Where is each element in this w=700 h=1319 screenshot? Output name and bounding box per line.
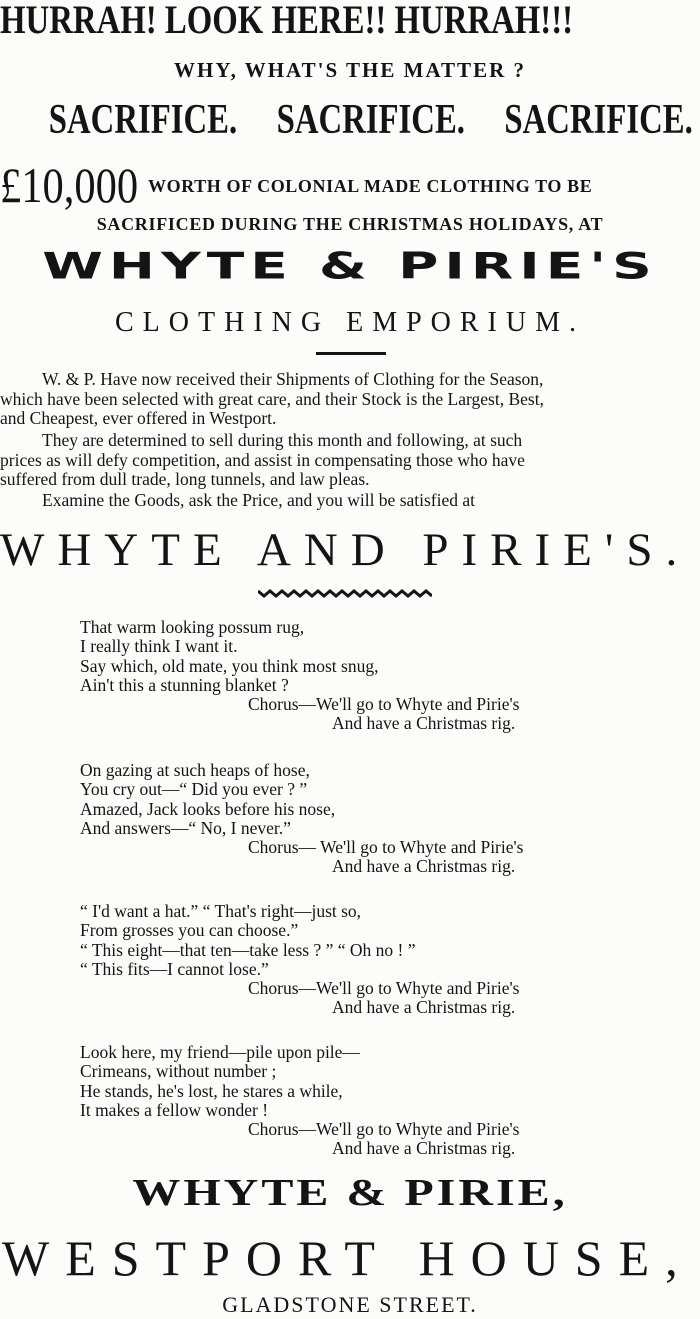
chorus-line-1: Chorus—We'll go to Whyte and Pirie's bbox=[248, 694, 520, 715]
chorus-line-1: Chorus—We'll go to Whyte and Pirie's bbox=[248, 1119, 520, 1140]
verse-2 bbox=[80, 761, 523, 877]
verse-line: Look here, my friend—pile upon pile— bbox=[80, 1042, 360, 1062]
chorus-line-2: And have a Christmas rig. bbox=[332, 856, 516, 877]
verse-line: You cry out—“ Did you ever ? ” bbox=[80, 779, 308, 800]
paragraph-line: suffered from dull trade, long tunnels, and law pleas. bbox=[0, 469, 370, 489]
paragraph-line: and Cheapest, ever offered in Westport. bbox=[0, 408, 277, 428]
paragraph-line: They are determined to sell during this month and following, at such bbox=[42, 430, 523, 450]
verse-line: And answers—“ No, I never.” bbox=[80, 817, 291, 838]
verse-line: “ This eight—that ten—take less ? ” “ Oh no ! ” bbox=[80, 939, 416, 960]
verse-1 bbox=[80, 618, 519, 734]
footer-street: GLADSTONE STREET. bbox=[222, 1292, 478, 1317]
paragraph-3 bbox=[0, 491, 700, 511]
paragraph-2 bbox=[0, 431, 700, 490]
verse-3 bbox=[80, 902, 519, 1018]
verse-line: From grosses you can choose.” bbox=[80, 920, 299, 941]
verse-line: Ain't this a stunning blanket ? bbox=[80, 674, 289, 695]
ornamental-divider bbox=[258, 589, 432, 598]
footer-house: WESTPORT HOUSE, bbox=[2, 1230, 694, 1286]
chorus-line-2: And have a Christmas rig. bbox=[332, 713, 516, 734]
footer-name: WHYTE & PIRIE, bbox=[132, 1171, 568, 1214]
sacrifice-line: SACRIFICE. SACRIFICE. SACRIFICE. bbox=[48, 97, 693, 143]
paragraph-line: which have been selected with great care, and their Stock is the Largest, Best, bbox=[0, 388, 544, 409]
verse-line: On gazing at such heaps of hose, bbox=[80, 760, 310, 780]
chorus-line-2: And have a Christmas rig. bbox=[332, 1138, 516, 1159]
verse-line: “ I'd want a hat.” “ That's right—just so, bbox=[80, 901, 362, 921]
verse-line: He stands, he's lost, he stares a while, bbox=[80, 1080, 343, 1101]
chorus-line-1: Chorus— We'll go to Whyte and Pirie's bbox=[248, 837, 524, 858]
worth-text: WORTH OF COLONIAL MADE CLOTHING TO BE bbox=[148, 176, 593, 196]
verse-4 bbox=[80, 1043, 519, 1159]
verse-line: Amazed, Jack looks before his nose, bbox=[80, 798, 336, 819]
verse-line: Say which, old mate, you think most snug, bbox=[80, 655, 379, 676]
sacrificed-text: SACRIFICED DURING THE CHRISTMAS HOLIDAYS, AT bbox=[96, 214, 604, 234]
amount-row bbox=[0, 157, 700, 213]
verse-line: Crimeans, without number ; bbox=[80, 1061, 277, 1082]
verse-line: “ This fits—I cannot lose.” bbox=[80, 958, 269, 979]
chorus-line-1: Chorus—We'll go to Whyte and Pirie's bbox=[248, 978, 520, 999]
paragraph-line: Examine the Goods, ask the Price, and you will be satisfied at bbox=[42, 490, 476, 510]
verse-line: That warm looking possum rug, bbox=[80, 617, 305, 637]
verse-line: It makes a fellow wonder ! bbox=[80, 1099, 269, 1120]
store-title: WHYTE & PIRIE'S bbox=[42, 244, 658, 287]
chorus-line-2: And have a Christmas rig. bbox=[332, 997, 516, 1018]
paragraph-1 bbox=[0, 370, 700, 429]
paragraph-line: prices as will defy competition, and assist in compensating those who have bbox=[0, 449, 525, 470]
store-name-spaced: WHYTE AND PIRIE'S. bbox=[0, 524, 691, 576]
paragraph-line: W. & P. Have now received their Shipments of Clothing for the Season, bbox=[42, 369, 544, 389]
divider-rule bbox=[316, 352, 386, 355]
emporium-heading: CLOTHING EMPORIUM. bbox=[115, 307, 585, 338]
amount: £10,000 bbox=[0, 157, 139, 213]
subhead: WHY, WHAT'S THE MATTER ? bbox=[174, 58, 526, 82]
headline: HURRAH! LOOK HERE!! HURRAH!!! bbox=[0, 0, 574, 42]
verse-line: I really think I want it. bbox=[80, 636, 238, 657]
